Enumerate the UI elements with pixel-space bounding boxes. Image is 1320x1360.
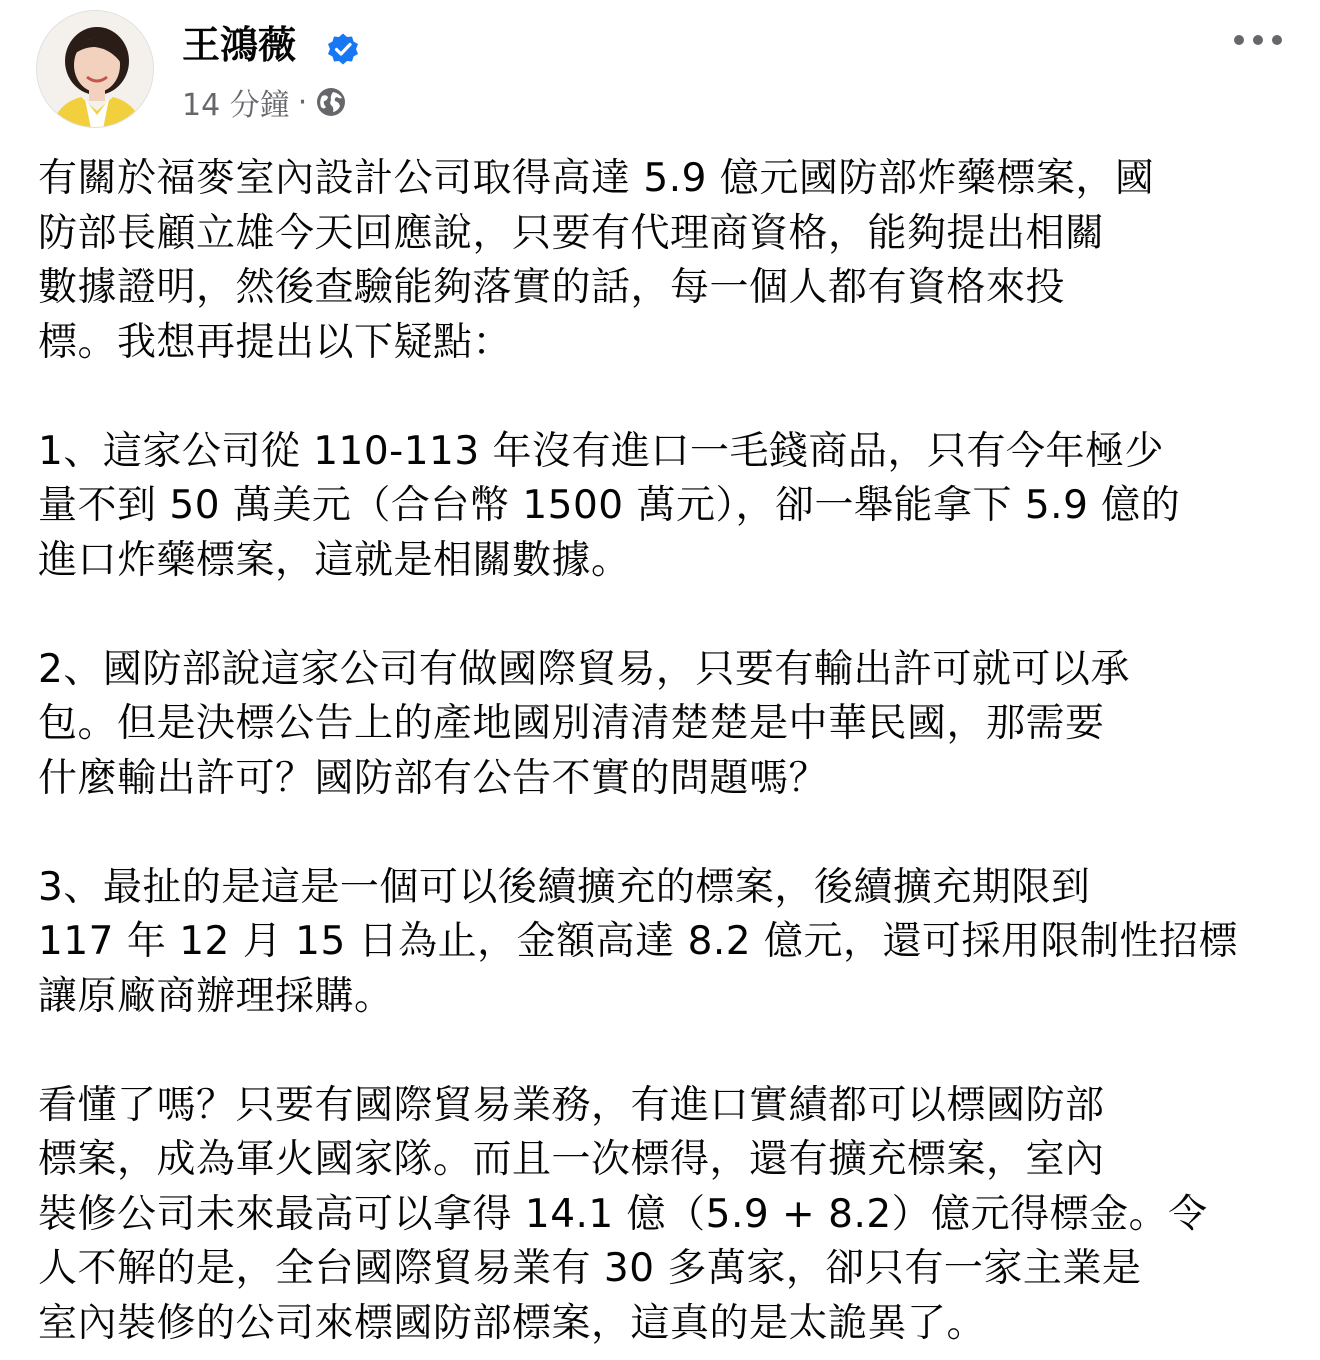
verified-badge-icon <box>326 32 360 66</box>
post-text-line: 什麼輸出許可？國防部有公告不實的問題嗎？ <box>38 755 829 801</box>
meta-separator: · <box>297 84 308 120</box>
post-text-line: 人不解的是，全台國際貿易業有 30 多萬家，卻只有一家主業是 <box>38 1246 1142 1291</box>
post-paragraph-point-3 <box>38 861 1288 1025</box>
globe-icon[interactable] <box>315 86 347 118</box>
author-avatar[interactable] <box>36 10 154 128</box>
post-text-line: 2、國防部說這家公司有做國際貿易，只要有輸出許可就可以承 <box>38 646 1130 692</box>
profile-photo-icon <box>37 11 154 128</box>
post-text-line: 3、最扯的是這是一個可以後續擴充的標案，後續擴充期限到 <box>38 864 1091 910</box>
post-text-line: 數據證明，然後查驗能夠落實的話，每一個人都有資格來投 <box>38 265 1066 310</box>
post-timestamp[interactable]: 14 分鐘 <box>182 88 290 123</box>
post-meta <box>182 82 347 122</box>
post-text-line: 1、這家公司從 110-113 年沒有進口一毛錢商品，只有今年極少 <box>38 428 1165 474</box>
post-header <box>36 10 1286 132</box>
post-text-line: 有關於福麥室內設計公司取得高達 5.9 億元國防部炸藥標案，國 <box>38 156 1155 201</box>
post-paragraph-point-1 <box>38 425 1288 589</box>
post-text-line: 裝修公司未來最高可以拿得 14.1 億（5.9 + 8.2）億元得標金。令 <box>38 1191 1208 1237</box>
post-body <box>38 152 1288 1351</box>
more-options-icon[interactable] <box>1230 20 1286 60</box>
post-text-line: 量不到 50 萬美元（合台幣 1500 萬元），卻一舉能拿下 5.9 億的 <box>38 483 1181 528</box>
post-text-line: 117 年 12 月 15 日為止，金額高達 8.2 億元，還可採用限制性招標 <box>38 919 1238 964</box>
post-text-line: 讓原廠商辦理採購。 <box>38 973 394 1019</box>
post-text-line: 室內裝修的公司來標國防部標案，這真的是太詭異了。 <box>38 1300 987 1346</box>
post-text-line: 包。但是決標公告上的產地國別清清楚楚是中華民國，那需要 <box>38 701 1105 746</box>
post-paragraph-conclusion <box>38 1079 1288 1352</box>
post-paragraph-intro <box>38 152 1288 370</box>
post-text-line: 看懂了嗎？只要有國際貿易業務，有進口實績都可以標國防部 <box>38 1082 1105 1128</box>
post-paragraph-point-2 <box>38 643 1288 807</box>
post-text-line: 進口炸藥標案，這就是相關數據。 <box>38 537 631 583</box>
post-text-line: 標案，成為軍火國家隊。而且一次標得，還有擴充標案，室內 <box>38 1137 1105 1182</box>
post-text-line: 防部長顧立雄今天回應說，只要有代理商資格，能夠提出相關 <box>38 210 1105 256</box>
author-name[interactable]: 王鴻薇 <box>182 23 297 67</box>
post-text-line: 標。我想再提出以下疑點： <box>38 319 513 365</box>
